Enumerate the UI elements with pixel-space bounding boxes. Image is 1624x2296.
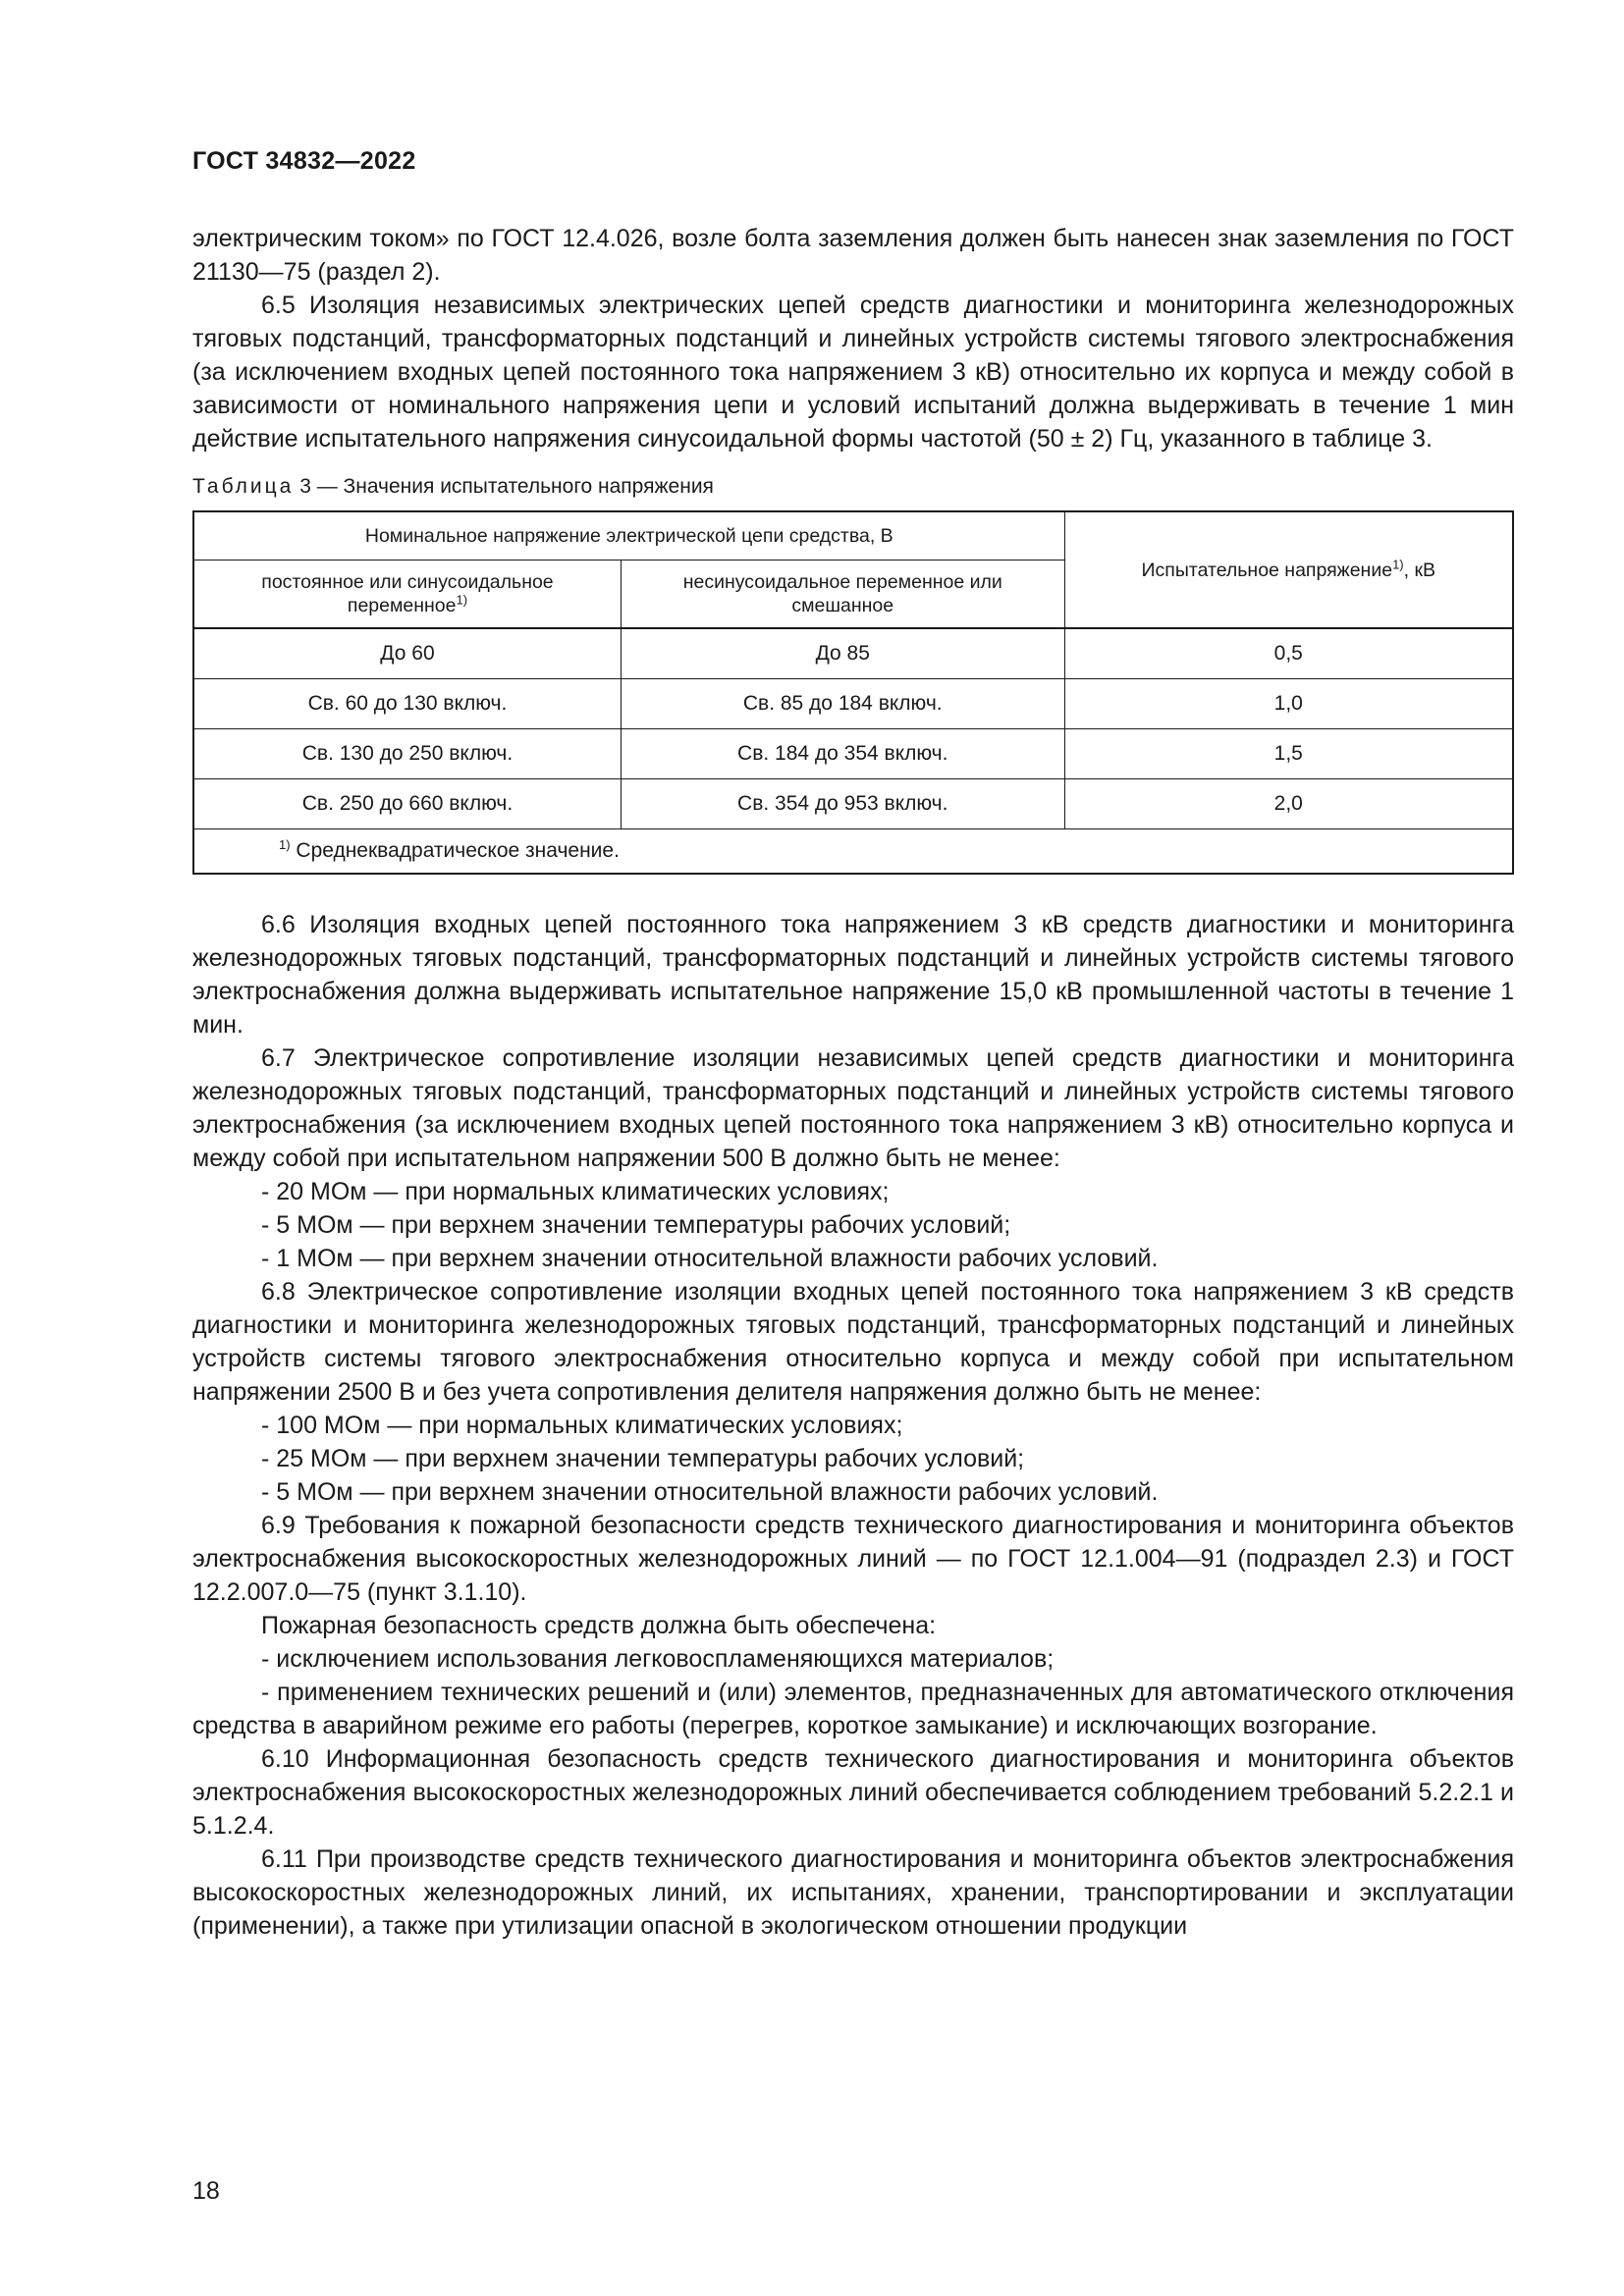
page-body xyxy=(192,222,1514,1943)
paragraph: Пожарная безопасность средств должна быть обеспечена: xyxy=(261,1612,937,1639)
table-cell: Св. 85 до 184 включ. xyxy=(621,679,1064,729)
list-item: - исключением использования легковоспламеняющихся материалов; xyxy=(261,1645,1055,1673)
list-item: - 1 МОм — при верхнем значении относительной влажности рабочих условий. xyxy=(261,1245,1159,1272)
table-row xyxy=(193,679,1513,729)
table-row xyxy=(193,628,1513,679)
table-cell: 2,0 xyxy=(1064,779,1513,829)
table-caption xyxy=(192,473,1514,501)
list-item: - 100 МОм — при нормальных климатических условиях; xyxy=(261,1412,903,1439)
page-number: 18 xyxy=(192,2177,220,2205)
paragraph: 6.5 Изоляция независимых электрических цепей средств диагностики и мониторинга железнодорожных тяговых подстанций, трансформаторных подстанций и линейных устройств системы тягового электроснабжения (за исключением входных цепей постоянного тока напряжением 3 кВ) относительно их корпуса и между собой в зависимости от номинального напряжения цепи и условий испытаний должна выдерживать в течение 1 мин действие испытательного напряжения синусоидальной формы частотой (50 ± 2) Гц, указанного в таблице 3. xyxy=(192,292,1514,453)
table-caption-text: 3 — Значения испытательного напряжения xyxy=(299,475,714,498)
table-col3-header: Испытательное напряжение$^{1)}$, кВ xyxy=(1064,511,1513,628)
paragraph: - применением технических решений и (или) элементов, предназначенных для автоматического отключения средства в аварийном режиме его работы (перегрев, короткое замыкание) и исключающих возгорание. xyxy=(192,1679,1514,1739)
list-item: - 5 МОм — при верхнем значении относительной влажности рабочих условий. xyxy=(261,1478,1159,1506)
table-col2-header: несинусоидальное переменное или смешанное xyxy=(621,561,1064,629)
list-item: - 25 МОм — при верхнем значении температуры рабочих условий; xyxy=(261,1445,1025,1472)
table-group-header: Номинальное напряжение электрической цепи средства, В xyxy=(193,511,1064,561)
table-row xyxy=(193,729,1513,779)
paragraphs-before-table xyxy=(192,222,1514,455)
document-header: ГОСТ 34832—2022 xyxy=(192,147,416,175)
table-cell: 1,5 xyxy=(1064,729,1513,779)
table-cell: Св. 184 до 354 включ. xyxy=(621,729,1064,779)
paragraph: электрическим током» по ГОСТ 12.4.026, возле болта заземления должен быть нанесен знак заземления по ГОСТ 21130—75 (раздел 2). xyxy=(192,225,1514,286)
voltage-table xyxy=(192,510,1514,875)
paragraph: 6.6 Изоляция входных цепей постоянного тока напряжением 3 кВ средств диагностики и мониторинга железнодорожных тяговых подстанций, трансформаторных подстанций и линейных устройств системы тягового электроснабжения должна выдерживать испытательное напряжение 15,0 кВ промышленной частоты в течение 1 мин. xyxy=(192,911,1514,1039)
table-cell: Св. 250 до 660 включ. xyxy=(193,779,621,829)
paragraph: 6.7 Электрическое сопротивление изоляции независимых цепей средств диагностики и мониторинга железнодорожных тяговых подстанций, трансформаторных подстанций и линейных устройств системы тягового электроснабжения (за исключением входных цепей постоянного тока напряжением 3 кВ) относительно корпуса и между собой при испытательном напряжении 500 В должно быть не менее: xyxy=(192,1044,1514,1172)
table-caption-word: Таблица xyxy=(192,475,295,498)
paragraph: 6.10 Информационная безопасность средств технического диагностирования и мониторинга объектов электроснабжения высокоскоростных железнодорожных линий обеспечивается соблюдением требований 5.2.2.1 и 5.1.2.4. xyxy=(192,1745,1514,1840)
table-cell: До 85 xyxy=(621,628,1064,679)
list-item: - 5 МОм — при верхнем значении температуры рабочих условий; xyxy=(261,1211,1011,1239)
paragraph: 6.8 Электрическое сопротивление изоляции входных цепей постоянного тока напряжением 3 кВ средств диагностики и мониторинга железнодорожных тяговых подстанций, трансформаторных подстанций и линейных устройств системы тягового электроснабжения относительно корпуса и между собой при испытательном напряжении 2500 В и без учета сопротивления делителя напряжения должно быть не менее: xyxy=(192,1278,1514,1406)
paragraph: 6.11 При производстве средств технического диагностирования и мониторинга объектов электроснабжения высокоскоростных железнодорожных линий, их испытаниях, хранении, транспортировании и эксплуатации (применении), а также при утилизации опасной в экологическом отношении продукции xyxy=(192,1845,1514,1940)
table-row xyxy=(193,779,1513,829)
table-cell: Св. 130 до 250 включ. xyxy=(193,729,621,779)
table-cell: До 60 xyxy=(193,628,621,679)
table-cell: Св. 60 до 130 включ. xyxy=(193,679,621,729)
paragraph: 6.9 Требования к пожарной безопасности средств технического диагностирования и мониторинга объектов электроснабжения высокоскоростных железнодорожных линий — по ГОСТ 12.1.004—91 (подраздел 2.3) и ГОСТ 12.2.007.0—75 (пункт 3.1.10). xyxy=(192,1512,1514,1606)
list-item: - 20 МОм — при нормальных климатических условиях; xyxy=(261,1178,890,1205)
table-col1-header: постоянное или синусоидальное переменное$^{1)}$ xyxy=(193,561,621,629)
table-cell: 0,5 xyxy=(1064,628,1513,679)
table-footnote: $^{1)}$ Среднеквадратическое значение. xyxy=(193,829,1513,875)
paragraphs-after-table xyxy=(192,908,1514,1943)
table-cell: 1,0 xyxy=(1064,679,1513,729)
table-cell: Св. 354 до 953 включ. xyxy=(621,779,1064,829)
